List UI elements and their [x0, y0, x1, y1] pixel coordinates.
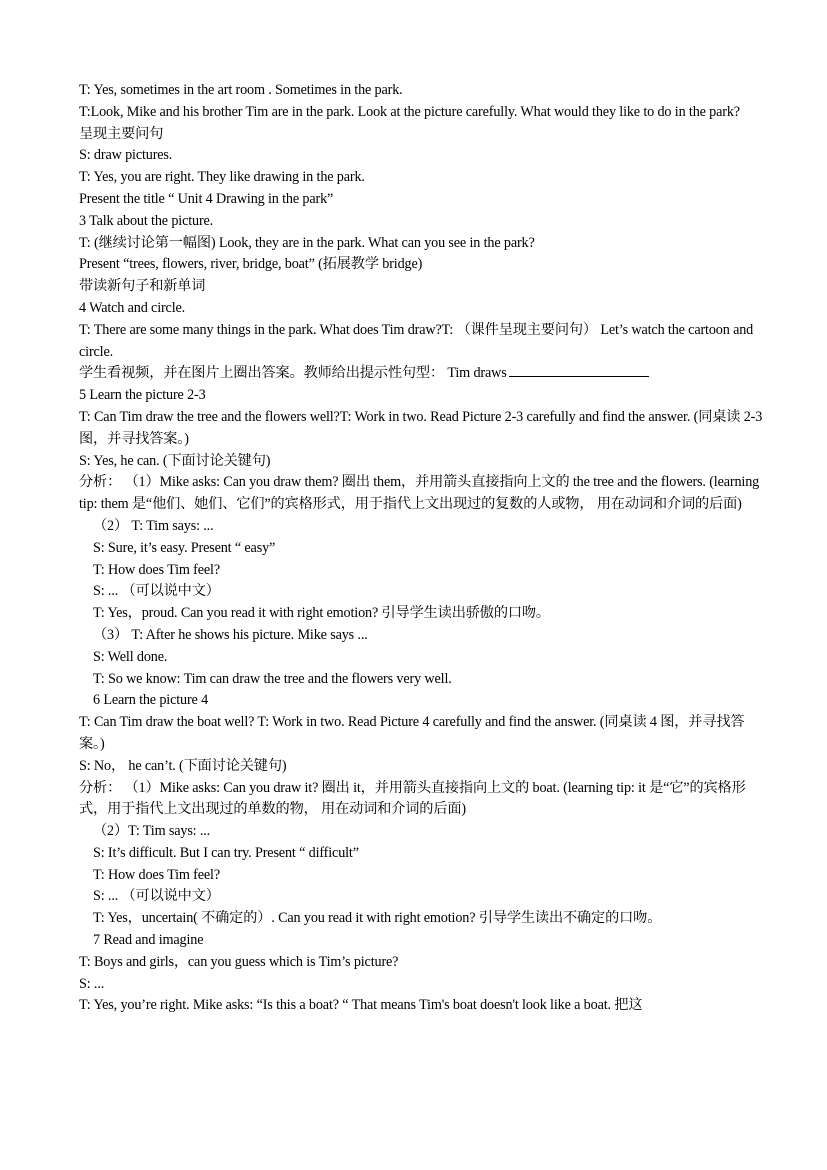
text-line: S: draw pictures.: [79, 147, 173, 164]
text-line: 分析： （1）Mike asks: Can you draw them? 圈出 them，并用箭头直接指向上文的 the tree and the flowers. (learning tip: them 是“他们、她们、它们”的宾格形式，用于指代上文出现过的复数的人或物， 用在动词和介词的后面): [79, 474, 760, 513]
text-line: （2） T: Tim says: ...: [93, 517, 214, 534]
section-heading: 6 Learn the picture 4: [93, 692, 209, 709]
text-line: S: Well done.: [93, 648, 168, 665]
text-line: S: No， he can’t. (下面讨论关键句): [79, 757, 287, 774]
text-line: T: Boys and girls，can you guess which is Tim’s picture?: [79, 953, 399, 970]
text-line: T: Can Tim draw the tree and the flowers well?T: Work in two. Read Picture 2-3 carefully and find the answer. (同桌读 2-3 图，并寻找答案。): [79, 408, 763, 447]
text-line: S: Yes, he can. (下面讨论关键句): [79, 452, 271, 469]
text-line: （3） T: After he shows his picture. Mike says ...: [93, 626, 368, 643]
text-line: T: Yes，uncertain( 不确定的）. Can you read it with right emotion? 引导学生读出不确定的口吻。: [93, 910, 662, 927]
text-line: S: ...: [79, 975, 105, 992]
text-line: T:Look, Mike and his brother Tim are in the park. Look at the picture carefully. What would they like to do in the park?: [79, 103, 740, 120]
text-line: T: So we know: Tim can draw the tree and the flowers very well.: [93, 670, 452, 687]
text-line: T: How does Tim feel?: [93, 561, 220, 578]
text-line: T: Can Tim draw the boat well? T: Work in two. Read Picture 4 carefully and find the answer. (同桌读 4 图，并寻找答案。): [79, 714, 745, 752]
text-line: Present the title “ Unit 4 Drawing in the park”: [79, 190, 334, 207]
text-line: 带读新句子和新单词: [79, 278, 206, 295]
text-line: T: There are some many things in the park. What does Tim draw?T: （课件呈现主要问句） Let’s watch the cartoon and circle.: [79, 321, 754, 360]
fill-blank: [509, 364, 649, 377]
text-line: Present “trees, flowers, river, bridge, boat” (拓展教学 bridge): [79, 256, 423, 273]
section-heading: 5 Learn the picture 2-3: [79, 387, 206, 404]
section-heading: 4 Watch and circle.: [79, 299, 186, 316]
text-line: T: Yes, sometimes in the art room . Sometimes in the park.: [79, 82, 403, 98]
text-line-with-blank: [79, 363, 769, 385]
section-heading: 7 Read and imagine: [93, 932, 204, 949]
text-line: T: Yes, you’re right. Mike asks: “Is this a boat? “ That means Tim's boat doesn't look like a boat. 把这: [79, 997, 643, 1014]
text-line: T: (继续讨论第一幅图) Look, they are in the park. What can you see in the park?: [79, 234, 535, 251]
text-line: （2）T: Tim says: ...: [93, 823, 211, 840]
text-line: T: Yes, you are right. They like drawing in the park.: [79, 169, 365, 186]
text-line: S: ... （可以说中文）: [93, 888, 220, 905]
text-line: T: Yes，proud. Can you read it with right emotion? 引导学生读出骄傲的口吻。: [93, 605, 550, 622]
section-heading: 3 Talk about the picture.: [79, 212, 214, 229]
document-page: [79, 80, 769, 1017]
text-line: 分析： （1）Mike asks: Can you draw it? 圈出 it，并用箭头直接指向上文的 boat. (learning tip: it 是“它”的宾格形式，用于指代上文出现过的单数的物， 用在动词和介词的后面): [79, 779, 746, 818]
text-line: 呈现主要问句: [79, 125, 164, 142]
text-line: T: How does Tim feel?: [93, 866, 220, 883]
text-line: S: It’s difficult. But I can try. Present “ difficult”: [93, 844, 359, 861]
text-line: S: Sure, it’s easy. Present “ easy”: [93, 539, 276, 556]
text-line: S: ... （可以说中文）: [93, 583, 220, 600]
text-line: 学生看视频，并在图片上圈出答案。教师给出提示性句型： Tim draws: [79, 365, 507, 382]
